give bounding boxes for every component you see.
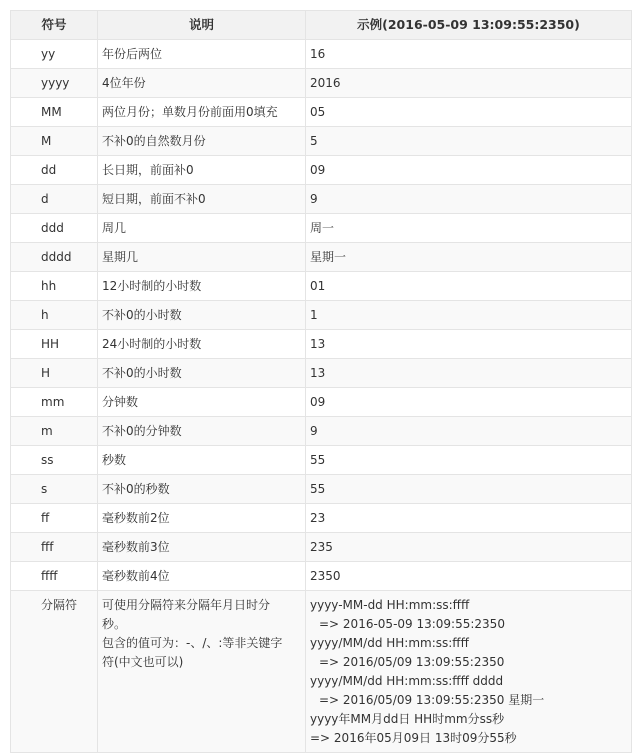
- example-cell: 235: [306, 533, 632, 562]
- example-cell: 13: [306, 359, 632, 388]
- symbol-cell: dd: [11, 156, 98, 185]
- symbol-cell: yy: [11, 40, 98, 69]
- table-row: [11, 533, 632, 562]
- example-cell: 2350: [306, 562, 632, 591]
- symbol-cell: HH: [11, 330, 98, 359]
- example-cell: 09: [306, 388, 632, 417]
- description-cell: 短日期，前面不补0: [98, 185, 306, 214]
- symbol-cell: hh: [11, 272, 98, 301]
- table-row: [11, 272, 632, 301]
- table-row: [11, 446, 632, 475]
- example-cell: 2016: [306, 69, 632, 98]
- description-cell: 4位年份: [98, 69, 306, 98]
- example-cell: 周一: [306, 214, 632, 243]
- symbol-cell: ss: [11, 446, 98, 475]
- description-cell: 两位月份；单数月份前面用0填充: [98, 98, 306, 127]
- description-cell: 12小时制的小时数: [98, 272, 306, 301]
- separator-desc-line: 包含的值可为：-、/、:等非关键字: [102, 636, 283, 650]
- example-cell: 1: [306, 301, 632, 330]
- table-row: [11, 330, 632, 359]
- description-cell: 不补0的秒数: [98, 475, 306, 504]
- symbol-cell: MM: [11, 98, 98, 127]
- table-row: [11, 69, 632, 98]
- symbol-cell: yyyy: [11, 69, 98, 98]
- symbol-cell: ff: [11, 504, 98, 533]
- symbol-cell: M: [11, 127, 98, 156]
- description-cell: 24小时制的小时数: [98, 330, 306, 359]
- separator-desc-line: 符(中文也可以): [102, 655, 184, 669]
- description-cell: 年份后两位: [98, 40, 306, 69]
- header-symbol: 符号: [11, 11, 98, 40]
- symbol-cell: mm: [11, 388, 98, 417]
- example-cell: 09: [306, 156, 632, 185]
- description-cell: 分钟数: [98, 388, 306, 417]
- table-row: [11, 301, 632, 330]
- example-cell: 9: [306, 185, 632, 214]
- table-row: [11, 185, 632, 214]
- table-row: [11, 127, 632, 156]
- symbol-cell: s: [11, 475, 98, 504]
- description-cell: 毫秒数前4位: [98, 562, 306, 591]
- separator-example: [306, 591, 632, 753]
- example-cell: 01: [306, 272, 632, 301]
- separator-example-line: yyyy/MM/dd HH:mm:ss:ffff dddd: [310, 674, 504, 688]
- table-row: [11, 475, 632, 504]
- example-cell: 55: [306, 475, 632, 504]
- description-cell: 毫秒数前3位: [98, 533, 306, 562]
- separator-example-line: yyyy年MM月dd日 HH时mm分ss秒: [310, 712, 505, 726]
- header-row: [11, 11, 632, 40]
- example-cell: 05: [306, 98, 632, 127]
- table-row: [11, 214, 632, 243]
- separator-row: [11, 591, 632, 753]
- separator-example-line: => 2016/05/09 13:09:55:2350 星期一: [319, 693, 545, 707]
- example-cell: 9: [306, 417, 632, 446]
- table-row: [11, 417, 632, 446]
- description-cell: 星期几: [98, 243, 306, 272]
- symbol-cell: d: [11, 185, 98, 214]
- header-description: 说明: [98, 11, 306, 40]
- symbol-cell: dddd: [11, 243, 98, 272]
- symbol-cell: h: [11, 301, 98, 330]
- description-cell: 毫秒数前2位: [98, 504, 306, 533]
- table-row: [11, 40, 632, 69]
- symbol-cell: ddd: [11, 214, 98, 243]
- example-cell: 13: [306, 330, 632, 359]
- symbol-cell: fff: [11, 533, 98, 562]
- table-row: [11, 388, 632, 417]
- description-cell: 不补0的小时数: [98, 359, 306, 388]
- table-row: [11, 504, 632, 533]
- separator-example-line: yyyy/MM/dd HH:mm:ss:ffff: [310, 636, 469, 650]
- table-row: [11, 156, 632, 185]
- description-cell: 不补0的分钟数: [98, 417, 306, 446]
- separator-desc-line: 可使用分隔符来分隔年月日时分: [102, 598, 271, 612]
- description-cell: 秒数: [98, 446, 306, 475]
- symbol-cell: H: [11, 359, 98, 388]
- table-row: [11, 98, 632, 127]
- example-cell: 55: [306, 446, 632, 475]
- format-table: [10, 10, 632, 753]
- example-cell: 16: [306, 40, 632, 69]
- table-row: [11, 562, 632, 591]
- separator-example-line: yyyy-MM-dd HH:mm:ss:ffff: [310, 598, 470, 612]
- table-row: [11, 359, 632, 388]
- table-row: [11, 243, 632, 272]
- separator-symbol: 分隔符: [11, 591, 98, 753]
- header-example: 示例(2016-05-09 13:09:55:2350): [306, 11, 632, 40]
- example-cell: 5: [306, 127, 632, 156]
- separator-desc-line: 秒。: [102, 617, 127, 631]
- symbol-cell: m: [11, 417, 98, 446]
- separator-description: [98, 591, 306, 753]
- symbol-cell: ffff: [11, 562, 98, 591]
- description-cell: 周几: [98, 214, 306, 243]
- example-cell: 星期一: [306, 243, 632, 272]
- description-cell: 不补0的自然数月份: [98, 127, 306, 156]
- description-cell: 不补0的小时数: [98, 301, 306, 330]
- separator-example-line: => 2016-05-09 13:09:55:2350: [319, 617, 505, 631]
- example-cell: 23: [306, 504, 632, 533]
- description-cell: 长日期，前面补0: [98, 156, 306, 185]
- separator-example-line: => 2016年05月09日 13时09分55秒: [310, 731, 517, 745]
- separator-example-line: => 2016/05/09 13:09:55:2350: [319, 655, 505, 669]
